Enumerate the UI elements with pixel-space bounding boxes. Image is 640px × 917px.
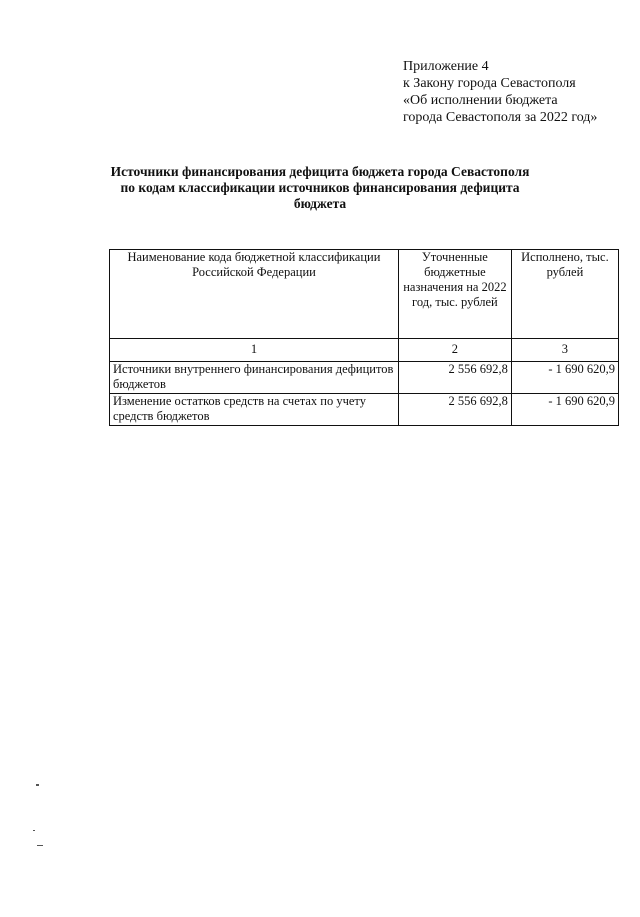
table-row (110, 394, 619, 426)
row-name: Изменение остатков средств на счетах по учету средств бюджетов (110, 394, 399, 426)
column-number-3: 3 (511, 339, 618, 362)
table-column-number-row (110, 339, 619, 362)
row-executed: - 1 690 620,9 (511, 394, 618, 426)
scan-speck (33, 830, 35, 831)
header-executed: Исполнено, тыс. рублей (511, 250, 618, 339)
table-header-row (110, 250, 619, 339)
appendix-line-2: к Закону города Севастополя (403, 76, 576, 91)
row-name: Источники внутреннего финансирования дефицитов бюджетов (110, 362, 399, 394)
column-number-1: 1 (110, 339, 399, 362)
scan-speck (36, 784, 39, 786)
title-line-1: Источники финансирования дефицита бюджета города Севастополя (110, 164, 530, 179)
appendix-line-4: города Севастополя за 2022 год» (403, 110, 598, 125)
column-number-2: 2 (398, 339, 511, 362)
header-name: Наименование кода бюджетной классификации Российской Федерации (110, 250, 399, 339)
document-title (100, 164, 540, 212)
appendix-line-1: Приложение 4 (403, 59, 489, 74)
header-planned: Уточненные бюджетные назначения на 2022 год, тыс. рублей (398, 250, 511, 339)
row-planned: 2 556 692,8 (398, 394, 511, 426)
scan-speck (37, 845, 43, 846)
row-planned: 2 556 692,8 (398, 362, 511, 394)
appendix-note (403, 58, 635, 126)
appendix-line-3: «Об исполнении бюджета (403, 93, 558, 108)
financing-sources-table (109, 249, 619, 426)
title-line-2: по кодам классификации источников финансирования дефицита (120, 180, 520, 195)
row-executed: - 1 690 620,9 (511, 362, 618, 394)
table-row (110, 362, 619, 394)
title-line-3: бюджета (293, 196, 347, 211)
